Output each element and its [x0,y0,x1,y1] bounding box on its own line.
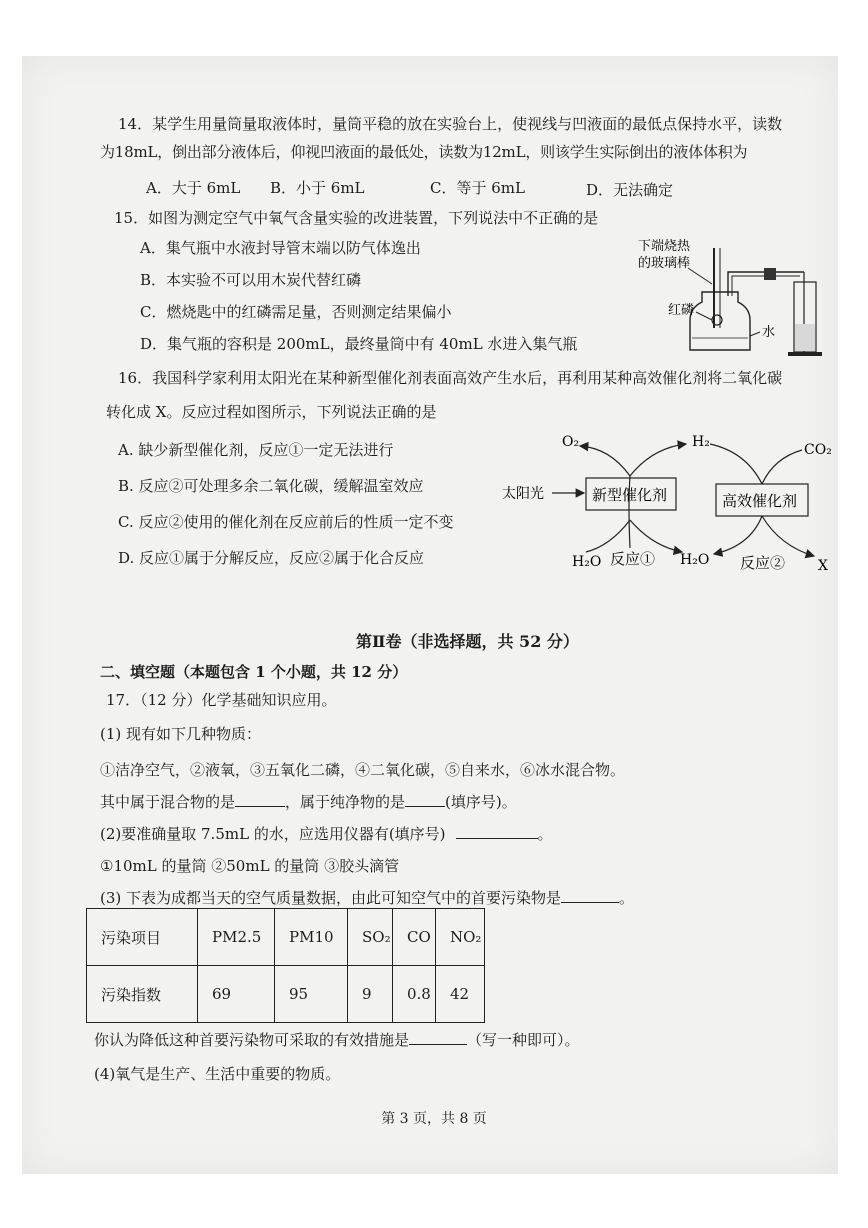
q15-stem: 15．如图为测定空气中氧气含量实验的改进装置，下列说法中不正确的是 [114,209,599,227]
section-title: 二、填空题（本题包含 1 个小题，共 12 分） [100,663,408,681]
q17-part1: (1) 现有如下几种物质： [100,725,262,743]
q17-part1-question [100,792,517,812]
q14-option-a: A．大于 6mL [146,179,241,197]
q16-option-c: C. 反应②使用的催化剂在反应前后的性质一定不变 [118,513,454,531]
table-cell: 95 [275,966,348,1023]
table-cell: PM10 [275,909,348,966]
fig15-label-rod-1: 下端烧热 [638,239,691,254]
page-footer: 第 3 页，共 8 页 [381,1111,487,1127]
q16-line1: 16．我国科学家利用太阳光在某种新型催化剂表面高效产生水后，再利用某种高效催化剂将二氧化碳 [118,369,783,387]
fig16-x: X [818,558,828,574]
fig16-x-arrow [762,516,814,556]
q17-measure-question [94,1030,580,1050]
q16-option-d: D. 反应①属于分解反应，反应②属于化合反应 [118,549,425,567]
fig16-reaction2: 反应② [740,554,786,572]
fig16-h2: H₂ [692,434,710,450]
q14-option-b: B．小于 6mL [270,179,365,197]
q15-option-c: C．燃烧匙中的红磷需足量，否则测定结果偏小 [140,303,452,321]
q17-instrument-options: ①10mL 的量筒 ②50mL 的量筒 ③胶头滴管 [100,857,400,875]
measure-answer-blank[interactable] [409,1030,467,1045]
fig16-h2o-out-arrow [630,520,682,552]
q15-option-a: A．集气瓶中水液封导管末端以防气体逸出 [140,239,421,257]
fig16-o2: O₂ [562,434,580,450]
mixture-answer-blank[interactable] [235,792,285,807]
fig15-cylinder-water [795,324,815,351]
fig16-h2o-left: H₂O [572,554,602,570]
fig16-h2-to-r2 [710,444,762,484]
table-cell: 42 [436,966,485,1023]
fig15-clip [764,268,776,280]
fig15-cylinder-base [788,352,822,356]
q17-part3-question [100,888,634,908]
pollutant-answer-blank[interactable] [561,888,619,903]
fig16-h2-arrow [630,444,686,476]
fig15-phosphorus-pointer [696,312,712,320]
instrument-answer-blank[interactable] [456,824,538,839]
table-cell: PM2.5 [198,909,275,966]
q17-measure-text: 你认为降低这种首要污染物可采取的有效措施是 [94,1031,410,1049]
q17-stem: 17．（12 分）化学基础知识应用。 [106,691,337,709]
q17-part2-end: 。 [537,825,553,843]
fig15-label-phosphorus: 红磷 [668,303,695,318]
fig15-label-water: 水 [762,325,776,340]
table-cell: 9 [348,966,393,1023]
table-cell: 69 [198,966,275,1023]
fig16-sunlight: 太阳光 [502,486,544,502]
fig16-h2o-in-arrow [586,520,630,552]
table-cell: 污染指数 [87,966,198,1023]
fig16-h2o-mid: H₂O [680,552,710,568]
q17-part2-text: (2)要准确量取 7.5mL 的水，应选用仪器有(填序号) [100,825,446,843]
q14-line2: 为18mL，倒出部分液体后，仰视凹液面的最低处，读数为12mL，则该学生实际倒出的液体体积为 [100,143,748,161]
air-quality-table [86,908,485,1023]
q17-mixture-text: 其中属于混合物的是 [100,793,236,811]
table-cell: CO [393,909,436,966]
q17-part3-text: (3) 下表为成都当天的空气质量数据，由此可知空气中的首要污染物是 [100,889,562,907]
fig15-water-pointer [750,332,760,336]
fig15-rod-pointer [688,268,712,284]
table-header-row [87,909,485,966]
q17-part3-end: 。 [619,889,635,907]
pure-answer-blank[interactable] [405,792,445,807]
fig15-label-rod-2: 的玻璃棒 [638,256,691,271]
q17-substances: ①洁净空气，②液氧，③五氧化二磷，④二氧化碳，⑤自来水，⑥冰水混合物。 [100,761,626,779]
q15-option-d: D．集气瓶的容积是 200mL，最终量筒中有 40mL 水进入集气瓶 [140,335,578,353]
q14-option-d: D．无法确定 [586,181,674,199]
q17-part4: (4)氧气是生产、生活中重要的物质。 [94,1065,341,1083]
table-cell: 0.8 [393,966,436,1023]
q16-option-b: B. 反应②可处理多余二氧化碳，缓解温室效应 [118,477,424,495]
q15-option-b: B．本实验不可以用木炭代替红磷 [140,271,362,289]
fig16-co2: CO₂ [804,442,832,458]
q17-fill-hint: (填序号)。 [445,793,517,811]
q14-line1: 14．某学生用量筒量取液体时，量筒平稳的放在实验台上，使视线与凹液面的最低点保持水平，读数 [118,115,783,133]
fig16-new-catalyst: 新型催化剂 [592,486,668,504]
part2-title: 第Ⅱ卷（非选择题，共 52 分） [356,632,579,651]
q17-part2-question [100,824,553,844]
q16-option-a: A. 缺少新型催化剂，反应①一定无法进行 [118,441,394,459]
fig16-co2-to-r2 [762,450,802,484]
fig16-reaction1: 反应① [610,550,656,568]
fig16-h2o-product-arrow [714,516,762,554]
fig16-o2-arrow [580,446,630,476]
table-cell: SO₂ [348,909,393,966]
q14-option-c: C．等于 6mL [430,179,525,197]
fig16-eff-catalyst: 高效催化剂 [722,492,798,510]
q16-reaction-diagram [500,428,840,578]
table-row [87,966,485,1023]
table-cell: 污染项目 [87,909,198,966]
fig16-r1-center-arc [629,476,630,548]
q17-measure-hint: （写一种即可）。 [467,1031,580,1049]
q17-pure-text: ，属于纯净物的是 [285,793,406,811]
q16-line2: 转化成 X。反应过程如图所示，下列说法正确的是 [106,403,437,421]
table-cell: NO₂ [436,909,485,966]
q15-apparatus-figure [626,232,832,362]
